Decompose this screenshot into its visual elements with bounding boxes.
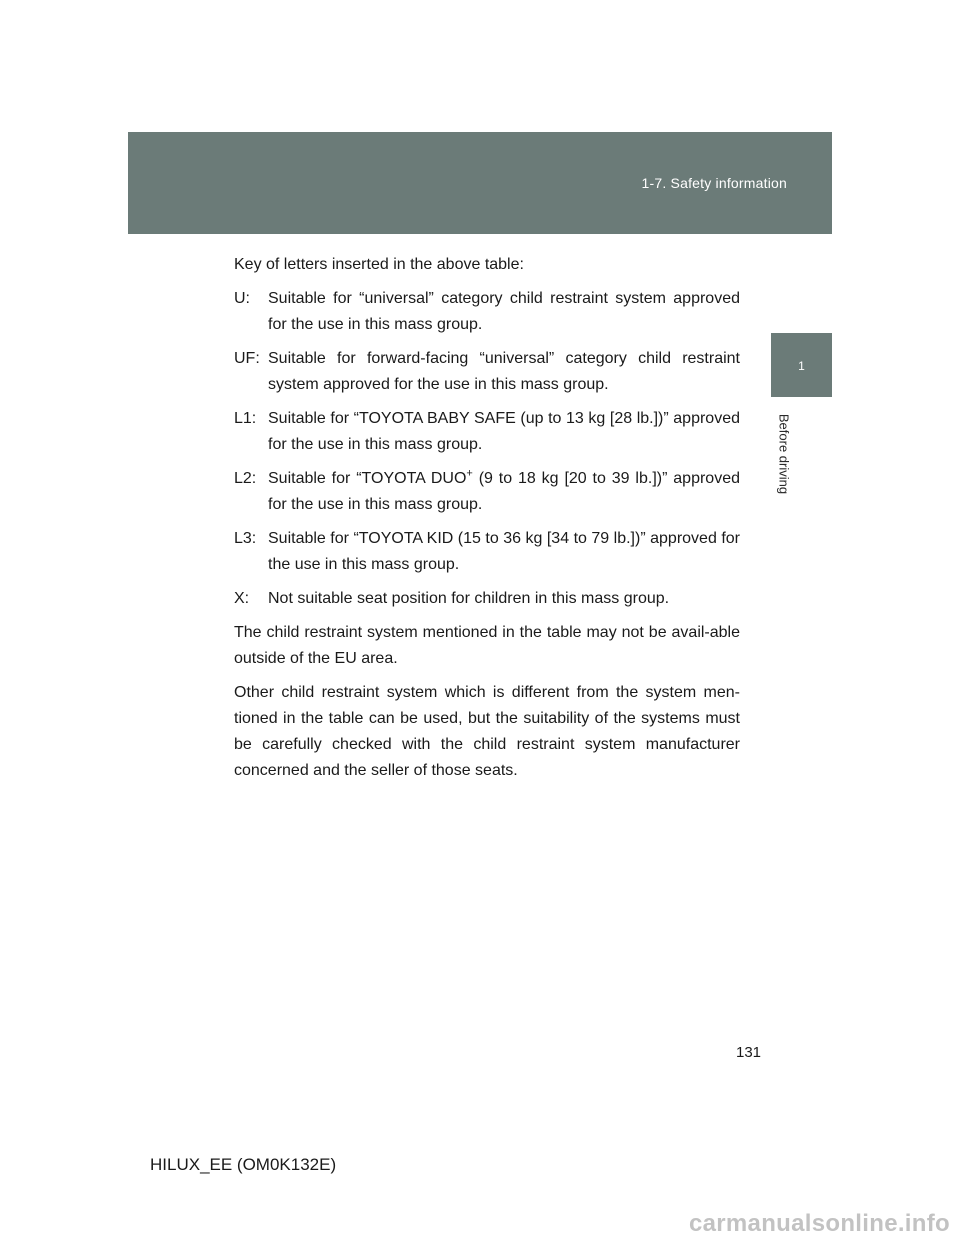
section-header-band	[128, 132, 832, 234]
key-code: UF:	[234, 350, 260, 367]
page-number: 131	[736, 1044, 762, 1061]
key-description	[268, 467, 741, 513]
key-code: U:	[234, 290, 250, 307]
availability-paragraph: The child restraint system mentioned in the table may not be avail-able outside of the EU area.	[234, 624, 740, 667]
key-code: L3:	[234, 530, 257, 547]
key-description: Suitable for “universal” category child restraint system approved for the use in this mass group.	[268, 290, 740, 333]
suitability-paragraph: Other child restraint system which is different from the system men-tioned in the table can be used, but the suitability of the systems must be carefully checked with the child restraint system manufacturer concerned and the seller of those seats.	[234, 684, 740, 779]
document-id: HILUX_EE (OM0K132E)	[150, 1155, 337, 1174]
key-item-l3	[234, 526, 740, 578]
key-item-u	[234, 286, 740, 338]
key-item-uf	[234, 346, 740, 398]
watermark: carmanualsonline.info	[688, 1210, 950, 1237]
key-item-l1	[234, 406, 740, 458]
key-description: Suitable for forward-facing “universal” category child restraint system approved for the use in this mass group.	[268, 350, 740, 393]
key-code: L2:	[234, 470, 257, 487]
section-title: 1-7. Safety information	[641, 175, 787, 191]
key-item-x	[234, 586, 740, 612]
chapter-label-container	[774, 407, 794, 501]
chapter-number: 1	[798, 359, 805, 373]
key-description-part: (9 to 18 kg [20 to 39 lb.])” approved for the use in this mass group.	[268, 470, 741, 513]
key-code: L1:	[234, 410, 257, 427]
key-intro: Key of letters inserted in the above table:	[234, 256, 524, 273]
main-content	[234, 252, 740, 792]
key-description: Not suitable seat position for children in this mass group.	[268, 590, 670, 607]
chapter-tab	[771, 333, 832, 397]
chapter-label: Before driving	[776, 413, 792, 495]
superscript-plus: +	[466, 467, 473, 480]
key-description: Suitable for “TOYOTA BABY SAFE (up to 13 kg [28 lb.])” approved for the use in this mass group.	[268, 410, 740, 453]
key-item-l2	[234, 466, 740, 518]
key-description: Suitable for “TOYOTA KID (15 to 36 kg [34 to 79 lb.])” approved for the use in this mass group.	[268, 530, 740, 573]
key-description-part: Suitable for “TOYOTA DUO	[268, 470, 467, 487]
key-code: X:	[234, 590, 250, 607]
